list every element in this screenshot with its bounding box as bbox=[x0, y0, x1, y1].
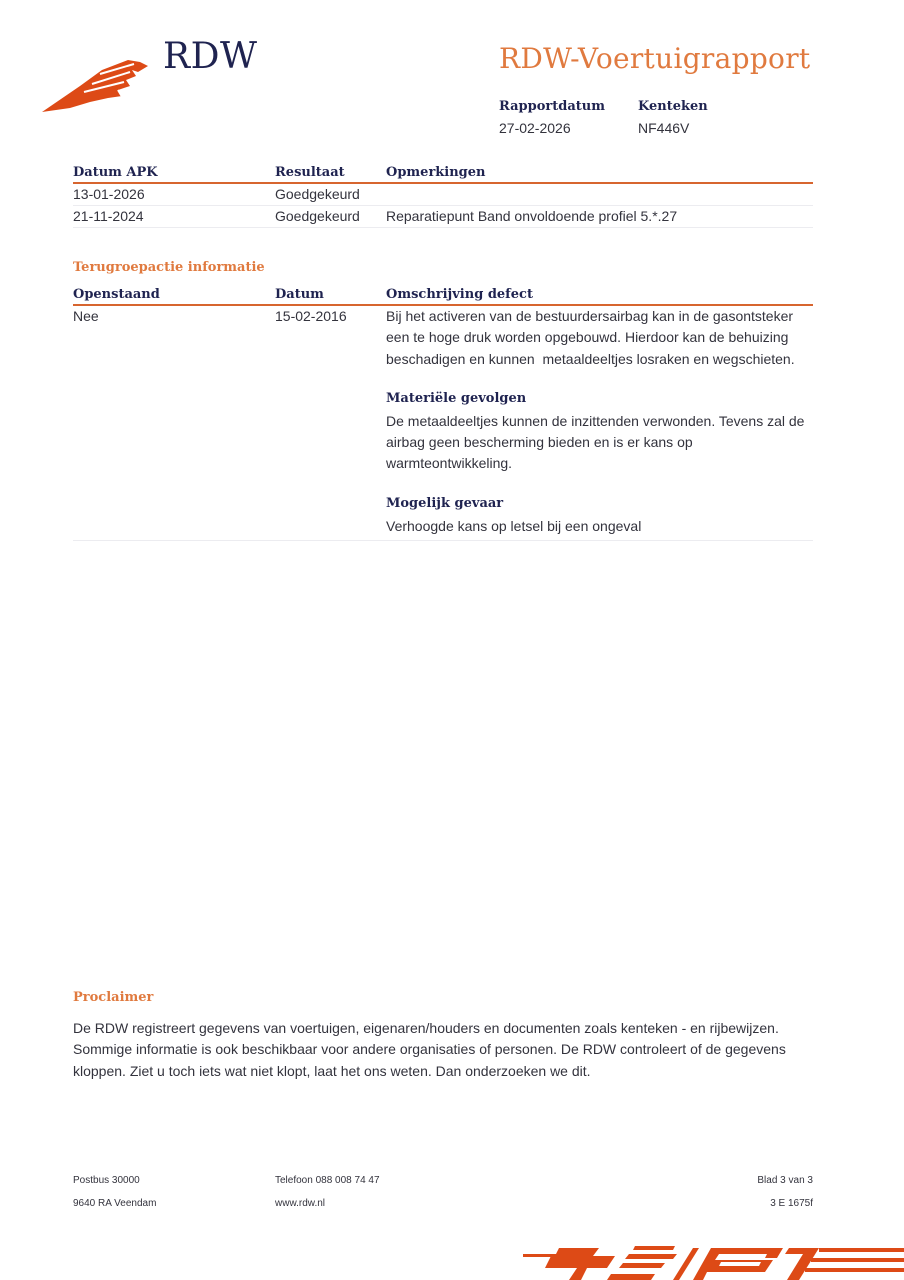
license-plate-value: NF446V bbox=[638, 120, 690, 136]
defect-description-text: Bij het activeren van de bestuurdersairbag kan in de gasontsteker een te hoge druk worden opgebouwd. Hierdoor kan de behuizing beschadigen en kunnen metaaldeeltjes losraken en wegschieten. bbox=[386, 308, 797, 367]
report-title: RDW-Voertuigrapport bbox=[499, 42, 811, 75]
footer-phone: Telefoon 088 008 74 47 bbox=[275, 1175, 380, 1186]
recall-table-header bbox=[73, 280, 813, 306]
rdw-speed-lines-decoration-icon bbox=[515, 1244, 904, 1280]
footer-document-code: 3 E 1675f bbox=[770, 1198, 813, 1209]
apk-remarks bbox=[386, 184, 813, 205]
apk-date: 13-01-2026 bbox=[73, 186, 145, 202]
footer-address bbox=[73, 1174, 156, 1220]
material-consequences-heading: Materiële gevolgen bbox=[386, 390, 527, 406]
apk-table-header bbox=[73, 158, 813, 184]
footer-page-number: Blad 3 van 3 bbox=[757, 1175, 813, 1186]
apk-remarks: Reparatiepunt Band onvoldoende profiel 5.*.27 bbox=[386, 208, 678, 224]
column-header-remarks: Opmerkingen bbox=[386, 165, 486, 180]
column-header-date-apk: Datum APK bbox=[73, 165, 158, 180]
material-consequences-text: De metaaldeeltjes kunnen de inzittenden verwonden. Tevens zal de airbag geen bescherming bieden en is er kans op warmteontwikkeling. bbox=[386, 412, 805, 472]
apk-result: Goedgekeurd bbox=[275, 186, 360, 202]
recall-table bbox=[73, 280, 813, 541]
recall-details bbox=[386, 306, 813, 537]
table-row bbox=[73, 184, 813, 206]
report-date-value: 27-02-2026 bbox=[499, 120, 571, 136]
footer-contact bbox=[275, 1174, 380, 1220]
apk-table bbox=[73, 158, 813, 228]
table-row bbox=[73, 306, 813, 541]
recall-open-value: Nee bbox=[73, 308, 99, 324]
rdw-logo-text: RDW bbox=[163, 36, 258, 77]
report-date-block bbox=[499, 98, 605, 138]
proclaimer-text: De RDW registreert gegevens van voertuigen, eigenaren/houders en documenten zoals kenteken - en rijbewijzen. Sommige informatie is ook beschikbaar voor andere organisaties of personen. De RDW controleert of de gegevens kloppen. Ziet u toch iets wat niet klopt, laat het ons weten. Dan onderzoeken we dit. bbox=[73, 1020, 786, 1079]
report-date-label: Rapportdatum bbox=[499, 99, 605, 114]
column-header-date: Datum bbox=[275, 287, 324, 302]
footer-address-line1: Postbus 30000 bbox=[73, 1175, 140, 1186]
column-header-defect-description: Omschrijving defect bbox=[386, 287, 533, 302]
footer-address-line2: 9640 RA Veendam bbox=[73, 1198, 157, 1209]
footer-website[interactable]: www.rdw.nl bbox=[275, 1198, 326, 1209]
possible-danger-heading: Mogelijk gevaar bbox=[386, 495, 504, 511]
proclaimer-title: Proclaimer bbox=[73, 990, 154, 1005]
recall-section-title: Terugroepactie informatie bbox=[73, 260, 265, 275]
column-header-open: Openstaand bbox=[73, 287, 160, 302]
license-plate-label: Kenteken bbox=[638, 99, 708, 114]
possible-danger-text: Verhoogde kans op letsel bij een ongeval bbox=[386, 517, 642, 534]
table-row bbox=[73, 206, 813, 228]
apk-date: 21-11-2024 bbox=[73, 208, 144, 224]
apk-result: Goedgekeurd bbox=[275, 208, 360, 224]
recall-date-value: 15-02-2016 bbox=[275, 308, 347, 324]
license-plate-block bbox=[638, 98, 708, 138]
rdw-feather-logo-icon bbox=[40, 56, 150, 114]
footer-page-info bbox=[757, 1174, 813, 1220]
column-header-result: Resultaat bbox=[275, 165, 345, 180]
